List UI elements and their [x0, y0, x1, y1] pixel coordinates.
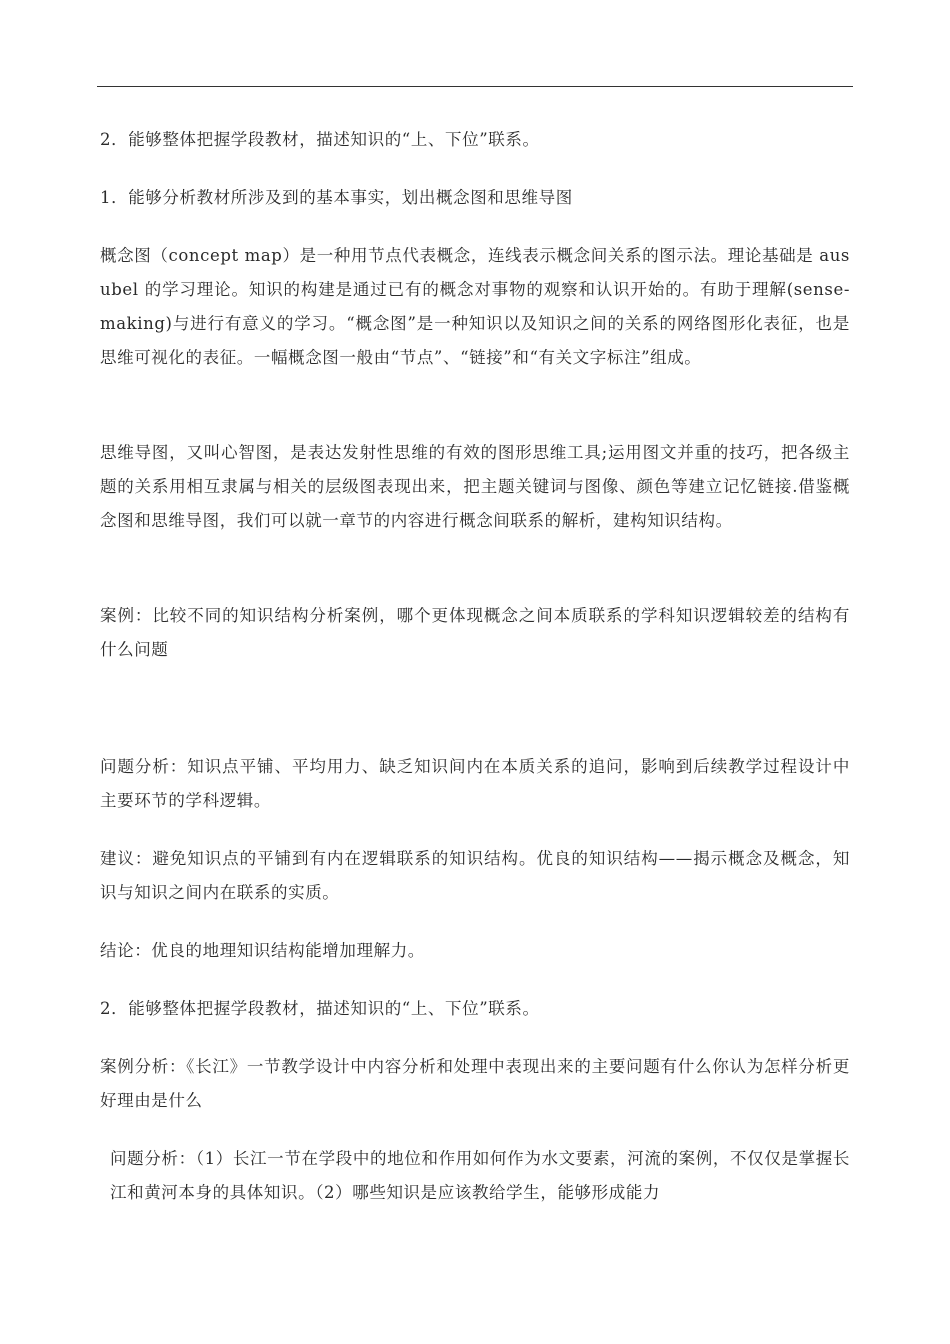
- paragraph-8: 结论：优良的地理知识结构能增加理解力。: [100, 941, 425, 960]
- paragraph-3: 概念图（concept map）是一种用节点代表概念，连线表示概念间关系的图示法。理论基础是 ausubel 的学习理论。知识的构建是通过已有的概念对事物的观察和认识开始的。有助于理解(sense-making)与进行有意义的学习。“概念图”是一种知识以及知识之间的关系的网络图形化表征，也是思维可视化的表征。一幅概念图一般由“节点”、“链接”和“有关文字标注”组成。: [100, 246, 850, 367]
- paragraph-2: 1．能够分析教材所涉及到的基本事实，划出概念图和思维导图: [100, 188, 573, 207]
- header-rule: [97, 86, 853, 87]
- paragraph-10: 案例分析：《长江》一节教学设计中内容分析和处理中表现出来的主要问题有什么你认为怎样分析更好理由是什么: [100, 1057, 850, 1110]
- paragraph-7: 建议：避免知识点的平铺到有内在逻辑联系的知识结构。优良的知识结构——揭示概念及概念，知识与知识之间内在联系的实质。: [100, 849, 850, 902]
- paragraph-6: 问题分析：知识点平铺、平均用力、缺乏知识间内在本质关系的追问，影响到后续教学过程设计中主要环节的学科逻辑。: [100, 757, 850, 810]
- paragraph-9: 2．能够整体把握学段教材，描述知识的“上、下位”联系。: [100, 999, 540, 1018]
- paragraph-11: 问题分析：（1）长江一节在学段中的地位和作用如何作为水文要素，河流的案例，不仅仅是掌握长江和黄河本身的具体知识。（2）哪些知识是应该教给学生，能够形成能力: [110, 1149, 850, 1202]
- paragraph-4: 思维导图，又叫心智图，是表达发射性思维的有效的图形思维工具;运用图文并重的技巧，把各级主题的关系用相互隶属与相关的层级图表现出来，把主题关键词与图像、颜色等建立记忆链接.借鉴概念图和思维导图，我们可以就一章节的内容进行概念间联系的解析，建构知识结构。: [100, 443, 850, 530]
- paragraph-1: 2．能够整体把握学段教材，描述知识的“上、下位”联系。: [100, 130, 540, 149]
- paragraph-5: 案例：比较不同的知识结构分析案例，哪个更体现概念之间本质联系的学科知识逻辑较差的结构有什么问题: [100, 606, 850, 659]
